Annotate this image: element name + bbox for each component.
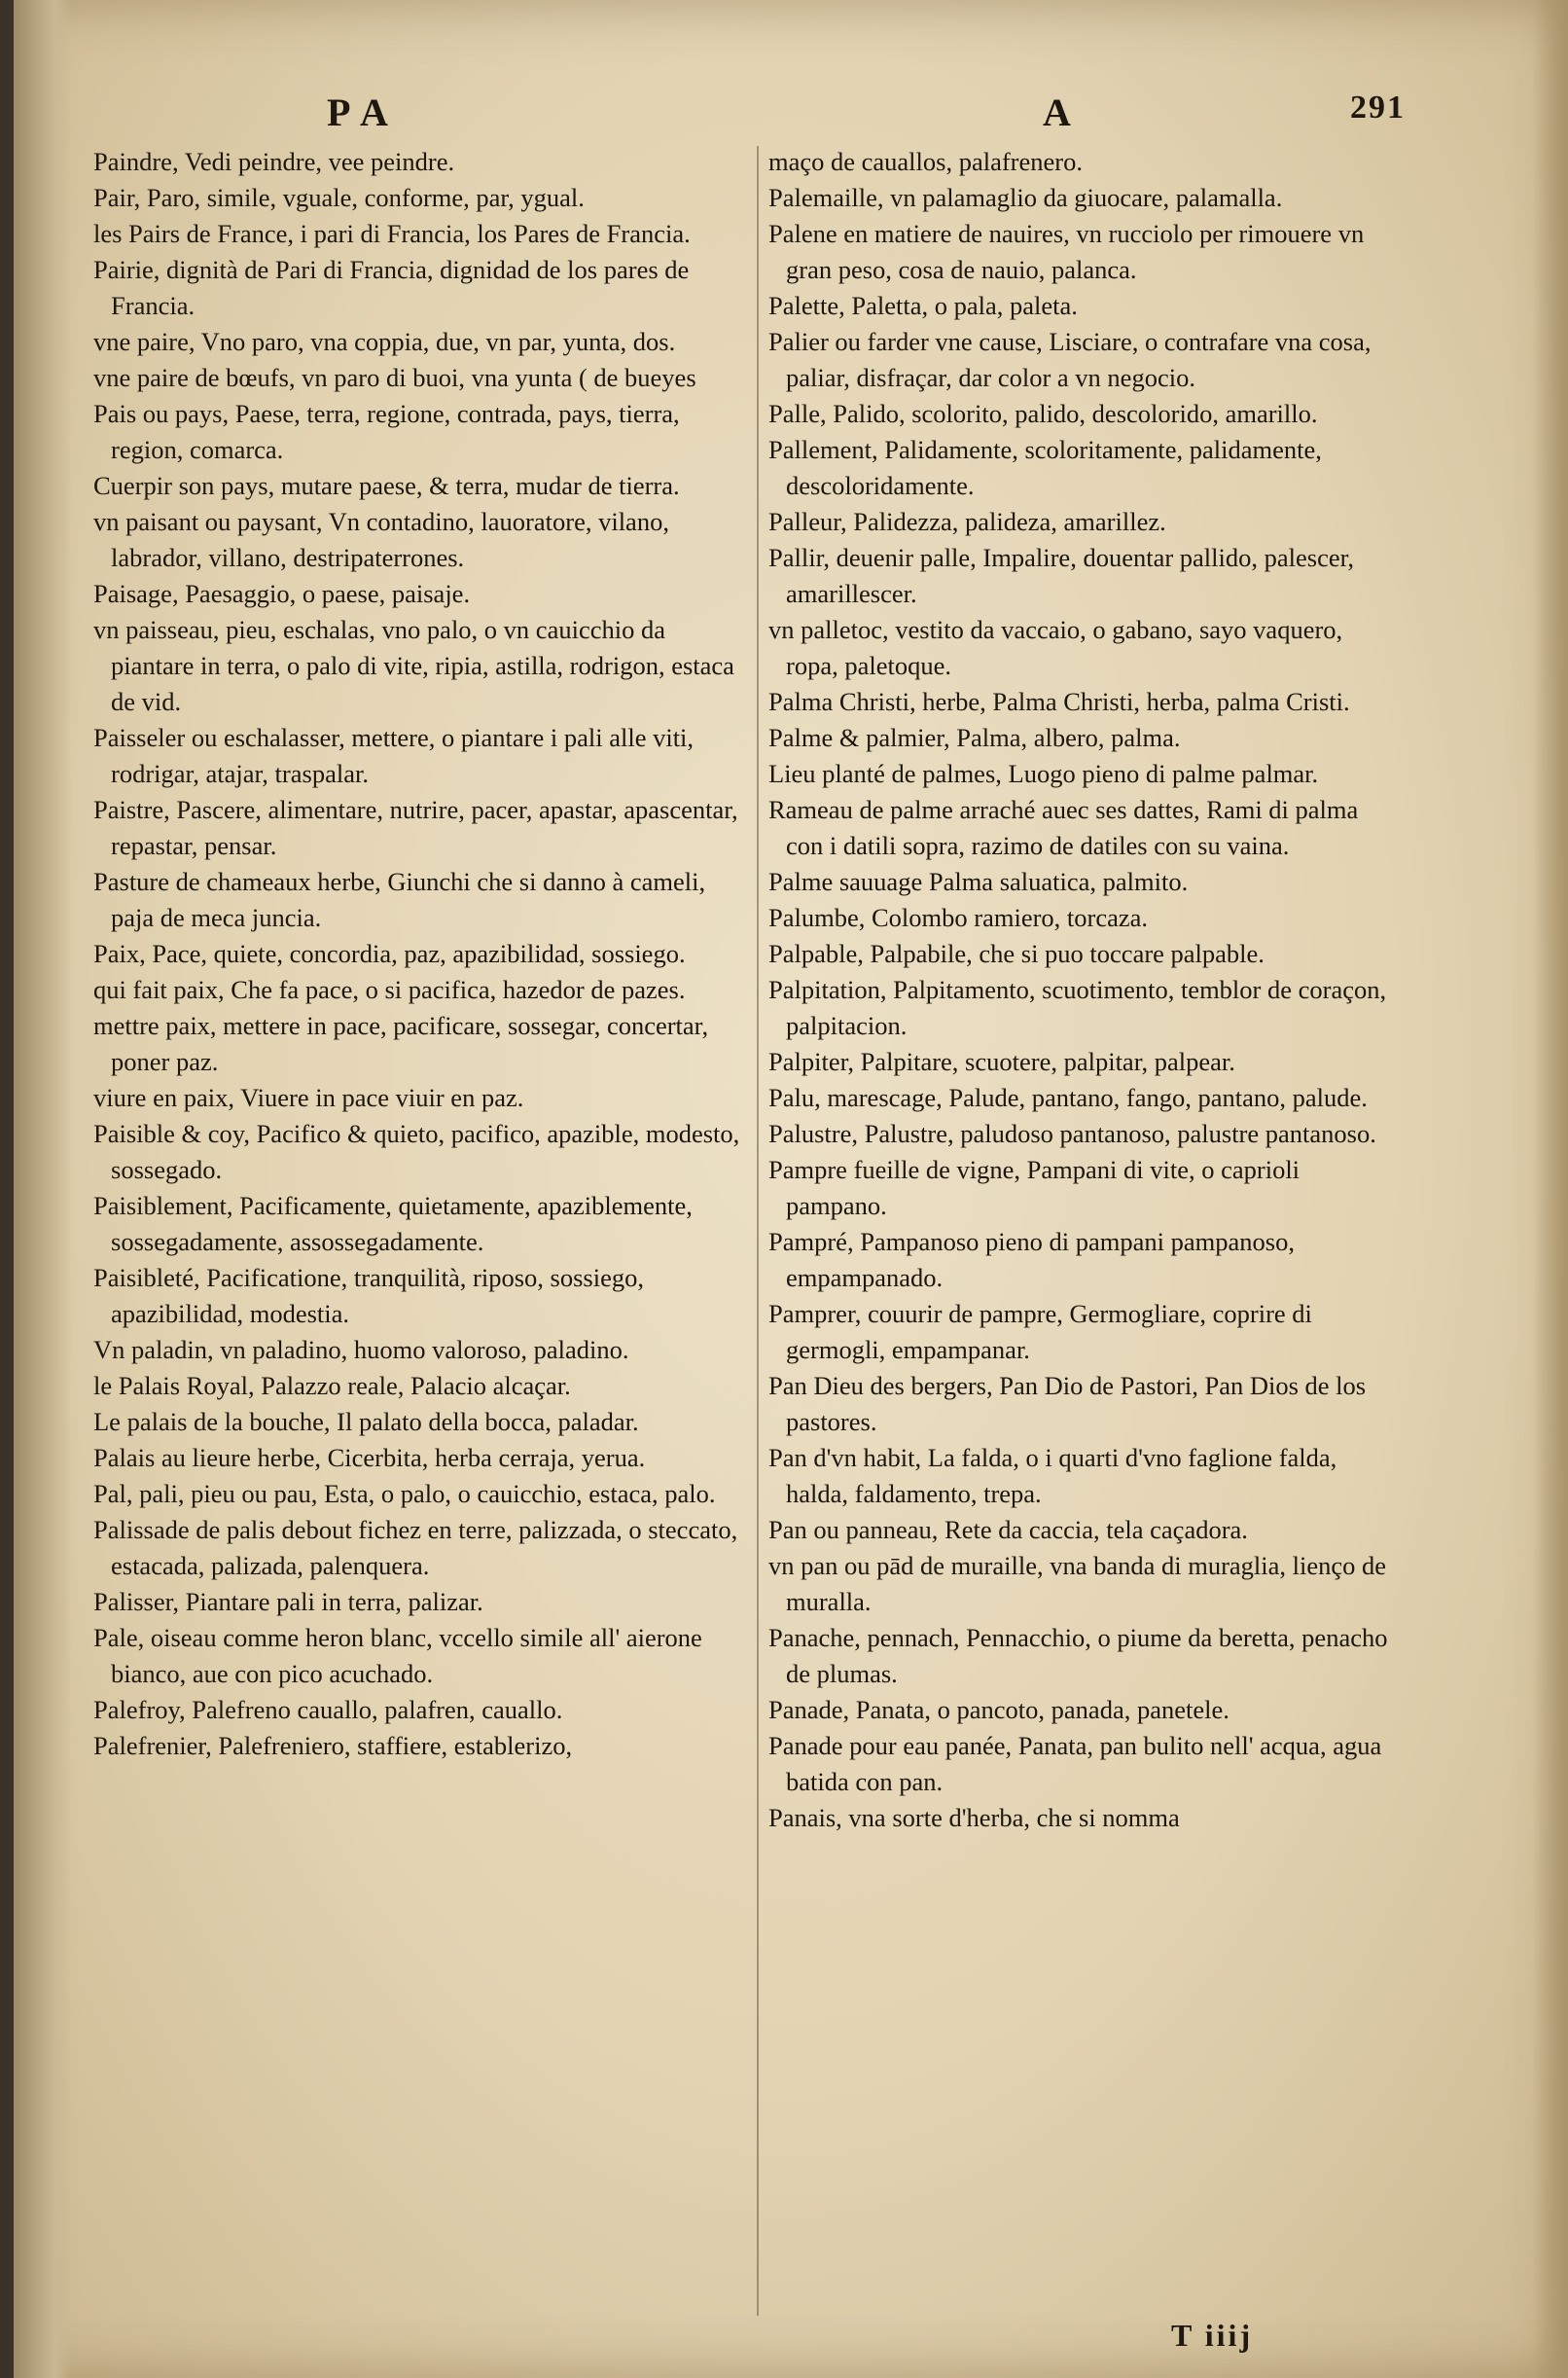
dictionary-entry: Vn paladin, vn paladino, huomo valoroso, paladino. — [93, 1335, 629, 1364]
dictionary-entry: Pal, pali, pieu ou pau, Esta, o palo, o cauicchio, estaca, palo. — [93, 1479, 716, 1508]
dictionary-entry: Pan Dieu des bergers, Pan Dio de Pastori, Pan Dios de los pastores. — [768, 1371, 1367, 1436]
dictionary-entry: Palpitation, Palpitamento, scuotimento, temblor de coraçon, palpitacion. — [768, 975, 1387, 1040]
dictionary-entry: Palisser, Piantare pali in terra, palizar. — [93, 1587, 483, 1616]
page-number: 291 — [1350, 90, 1406, 126]
dictionary-entry: le Palais Royal, Palazzo reale, Palacio alcaçar. — [93, 1371, 571, 1400]
dictionary-entry: Panade, Panata, o pancoto, panada, panetele. — [768, 1695, 1229, 1724]
header-center: A — [1043, 90, 1073, 134]
dictionary-entry: mettre paix, mettere in pace, pacificare, sossegar, concertar, poner paz. — [93, 1011, 709, 1076]
dictionary-entry: Paistre, Pascere, alimentare, nutrire, pacer, apastar, apascentar, repastar, pensar. — [93, 795, 738, 860]
right-column — [768, 144, 1391, 1836]
dictionary-entry: les Pairs de France, i pari di Francia, los Pares de Francia. — [93, 219, 691, 248]
dictionary-entry: Palefrenier, Palefreniero, staffiere, establerizo, — [93, 1731, 573, 1760]
dictionary-entry: Palumbe, Colombo ramiero, torcaza. — [768, 903, 1149, 932]
dictionary-entry: Pampré, Pampanoso pieno di pampani pampanoso, empampanado. — [768, 1227, 1295, 1292]
dictionary-entry: Paisiblement, Pacificamente, quietamente, apaziblemente, sossegadamente, assossegadamente. — [93, 1191, 693, 1256]
dictionary-entry: Cuerpir son pays, mutare paese, & terra, mudar de tierra. — [93, 471, 680, 500]
dictionary-entry: Pallement, Palidamente, scoloritamente, palidamente, descoloridamente. — [768, 435, 1322, 500]
dictionary-entry: Panais, vna sorte d'herba, che si nomma — [768, 1803, 1180, 1832]
dictionary-entry: vne paire, Vno paro, vna coppia, due, vn par, yunta, dos. — [93, 327, 676, 356]
dictionary-entry: Pallir, deuenir palle, Impalire, douentar pallido, palescer, amarillescer. — [768, 543, 1354, 608]
book-page — [14, 0, 1568, 2378]
dictionary-entry: Paindre, Vedi peindre, vee peindre. — [93, 147, 455, 176]
signature-mark: T iiij — [1171, 2318, 1254, 2353]
dictionary-entry: Palissade de palis debout fichez en terre, palizzada, o steccato, estacada, palizada, palenquera. — [93, 1515, 738, 1580]
dictionary-entry: Pan ou panneau, Rete da caccia, tela caçadora. — [768, 1515, 1248, 1544]
dictionary-entry: Palu, marescage, Palude, pantano, fango, pantano, palude. — [768, 1083, 1368, 1112]
dictionary-entry: Pale, oiseau comme heron blanc, vccello simile all' aierone bianco, aue con pico acuchado. — [93, 1623, 702, 1688]
left-column — [93, 144, 753, 1764]
page-edge — [1533, 0, 1568, 2378]
dictionary-entry: Palme & palmier, Palma, albero, palma. — [768, 723, 1181, 752]
dictionary-entry: qui fait paix, Che fa pace, o si pacifica, hazedor de pazes. — [93, 975, 686, 1004]
dictionary-entry: Pair, Paro, simile, vguale, conforme, par, ygual. — [93, 183, 585, 212]
dictionary-entry: Palais au lieure herbe, Cicerbita, herba cerraja, yerua. — [93, 1443, 646, 1472]
dictionary-entry: Pamprer, couurir de pampre, Germogliare, coprire di germogli, empampanar. — [768, 1299, 1312, 1364]
running-header — [14, 90, 1568, 148]
dictionary-entry: Rameau de palme arraché auec ses dattes, Rami di palma con i datili sopra, razimo de datiles con su vaina. — [768, 795, 1359, 860]
dictionary-entry: Palustre, Palustre, paludoso pantanoso, palustre pantanoso. — [768, 1119, 1376, 1148]
dictionary-entry: Pais ou pays, Paese, terra, regione, contrada, pays, tierra, region, comarca. — [93, 399, 680, 464]
dictionary-entry: Paix, Pace, quiete, concordia, paz, apazibilidad, sossiego. — [93, 939, 686, 968]
header-left: P A — [327, 90, 390, 134]
dictionary-entry: Palma Christi, herbe, Palma Christi, herba, palma Cristi. — [768, 687, 1350, 716]
dictionary-entry: viure en paix, Viuere in pace viuir en paz. — [93, 1083, 524, 1112]
dictionary-entry: vn palletoc, vestito da vaccaio, o gabano, sayo vaquero, ropa, paletoque. — [768, 615, 1343, 680]
dictionary-entry: Palette, Paletta, o pala, paleta. — [768, 291, 1078, 320]
dictionary-entry: vn pan ou pād de muraille, vna banda di muraglia, lienço de muralla. — [768, 1551, 1387, 1616]
dictionary-entry: Palpable, Palpabile, che si puo toccare palpable. — [768, 939, 1265, 968]
dictionary-entry: Pampre fueille de vigne, Pampani di vite, o caprioli pampano. — [768, 1155, 1301, 1220]
dictionary-entry: maço de cauallos, palafrenero. — [768, 147, 1083, 176]
dictionary-entry: Palme sauuage Palma saluatica, palmito. — [768, 867, 1189, 896]
dictionary-entry: Paisage, Paesaggio, o paese, paisaje. — [93, 579, 471, 608]
dictionary-entry: Panade pour eau panée, Panata, pan bulito nell' acqua, agua batida con pan. — [768, 1731, 1382, 1796]
dictionary-entry: Palle, Palido, scolorito, palido, descolorido, amarillo. — [768, 399, 1318, 428]
dictionary-entry: Pan d'vn habit, La falda, o i quarti d'vno faglione falda, halda, faldamento, trepa. — [768, 1443, 1337, 1508]
dictionary-entry: vne paire de bœufs, vn paro di buoi, vna yunta ( de bueyes — [93, 363, 696, 392]
dictionary-entry: Palleur, Palidezza, palideza, amarillez. — [768, 507, 1166, 536]
dictionary-entry: Palemaille, vn palamaglio da giuocare, palamalla. — [768, 183, 1283, 212]
column-divider — [757, 146, 759, 2316]
dictionary-entry: Paisible & coy, Pacifico & quieto, pacifico, apazible, modesto, sossegado. — [93, 1119, 740, 1184]
dictionary-entry: vn paisant ou paysant, Vn contadino, lauoratore, vilano, labrador, villano, destripaterrones. — [93, 507, 669, 572]
dictionary-entry: Paisibleté, Pacificatione, tranquilità, riposo, sossiego, apazibilidad, modestia. — [93, 1263, 644, 1328]
dictionary-entry: vn paisseau, pieu, eschalas, vno palo, o vn cauicchio da piantare in terra, o palo di vite, ripia, astilla, rodrigon, estaca de vid. — [93, 615, 734, 716]
page-gutter — [14, 0, 72, 2378]
dictionary-entry: Palier ou farder vne cause, Lisciare, o contrafare vna cosa, paliar, disfraçar, dar color a vn negocio. — [768, 327, 1372, 392]
dictionary-entry: Pairie, dignità de Pari di Francia, dignidad de los pares de Francia. — [93, 255, 690, 320]
dictionary-entry: Palefroy, Palefreno cauallo, palafren, cauallo. — [93, 1695, 563, 1724]
dictionary-entry: Palpiter, Palpitare, scuotere, palpitar, palpear. — [768, 1047, 1235, 1076]
dictionary-entry: Palene en matiere de nauires, vn rucciolo per rimouere vn gran peso, cosa de nauio, palanca. — [768, 219, 1365, 284]
dictionary-entry: Le palais de la bouche, Il palato della bocca, paladar. — [93, 1407, 639, 1436]
dictionary-entry: Lieu planté de palmes, Luogo pieno di palme palmar. — [768, 759, 1319, 788]
dictionary-entry: Pasture de chameaux herbe, Giunchi che si danno à cameli, paja de meca juncia. — [93, 867, 706, 932]
dictionary-entry: Panache, pennach, Pennacchio, o piume da beretta, penacho de plumas. — [768, 1623, 1388, 1688]
dictionary-entry: Paisseler ou eschalasser, mettere, o piantare i pali alle viti, rodrigar, atajar, traspalar. — [93, 723, 695, 788]
